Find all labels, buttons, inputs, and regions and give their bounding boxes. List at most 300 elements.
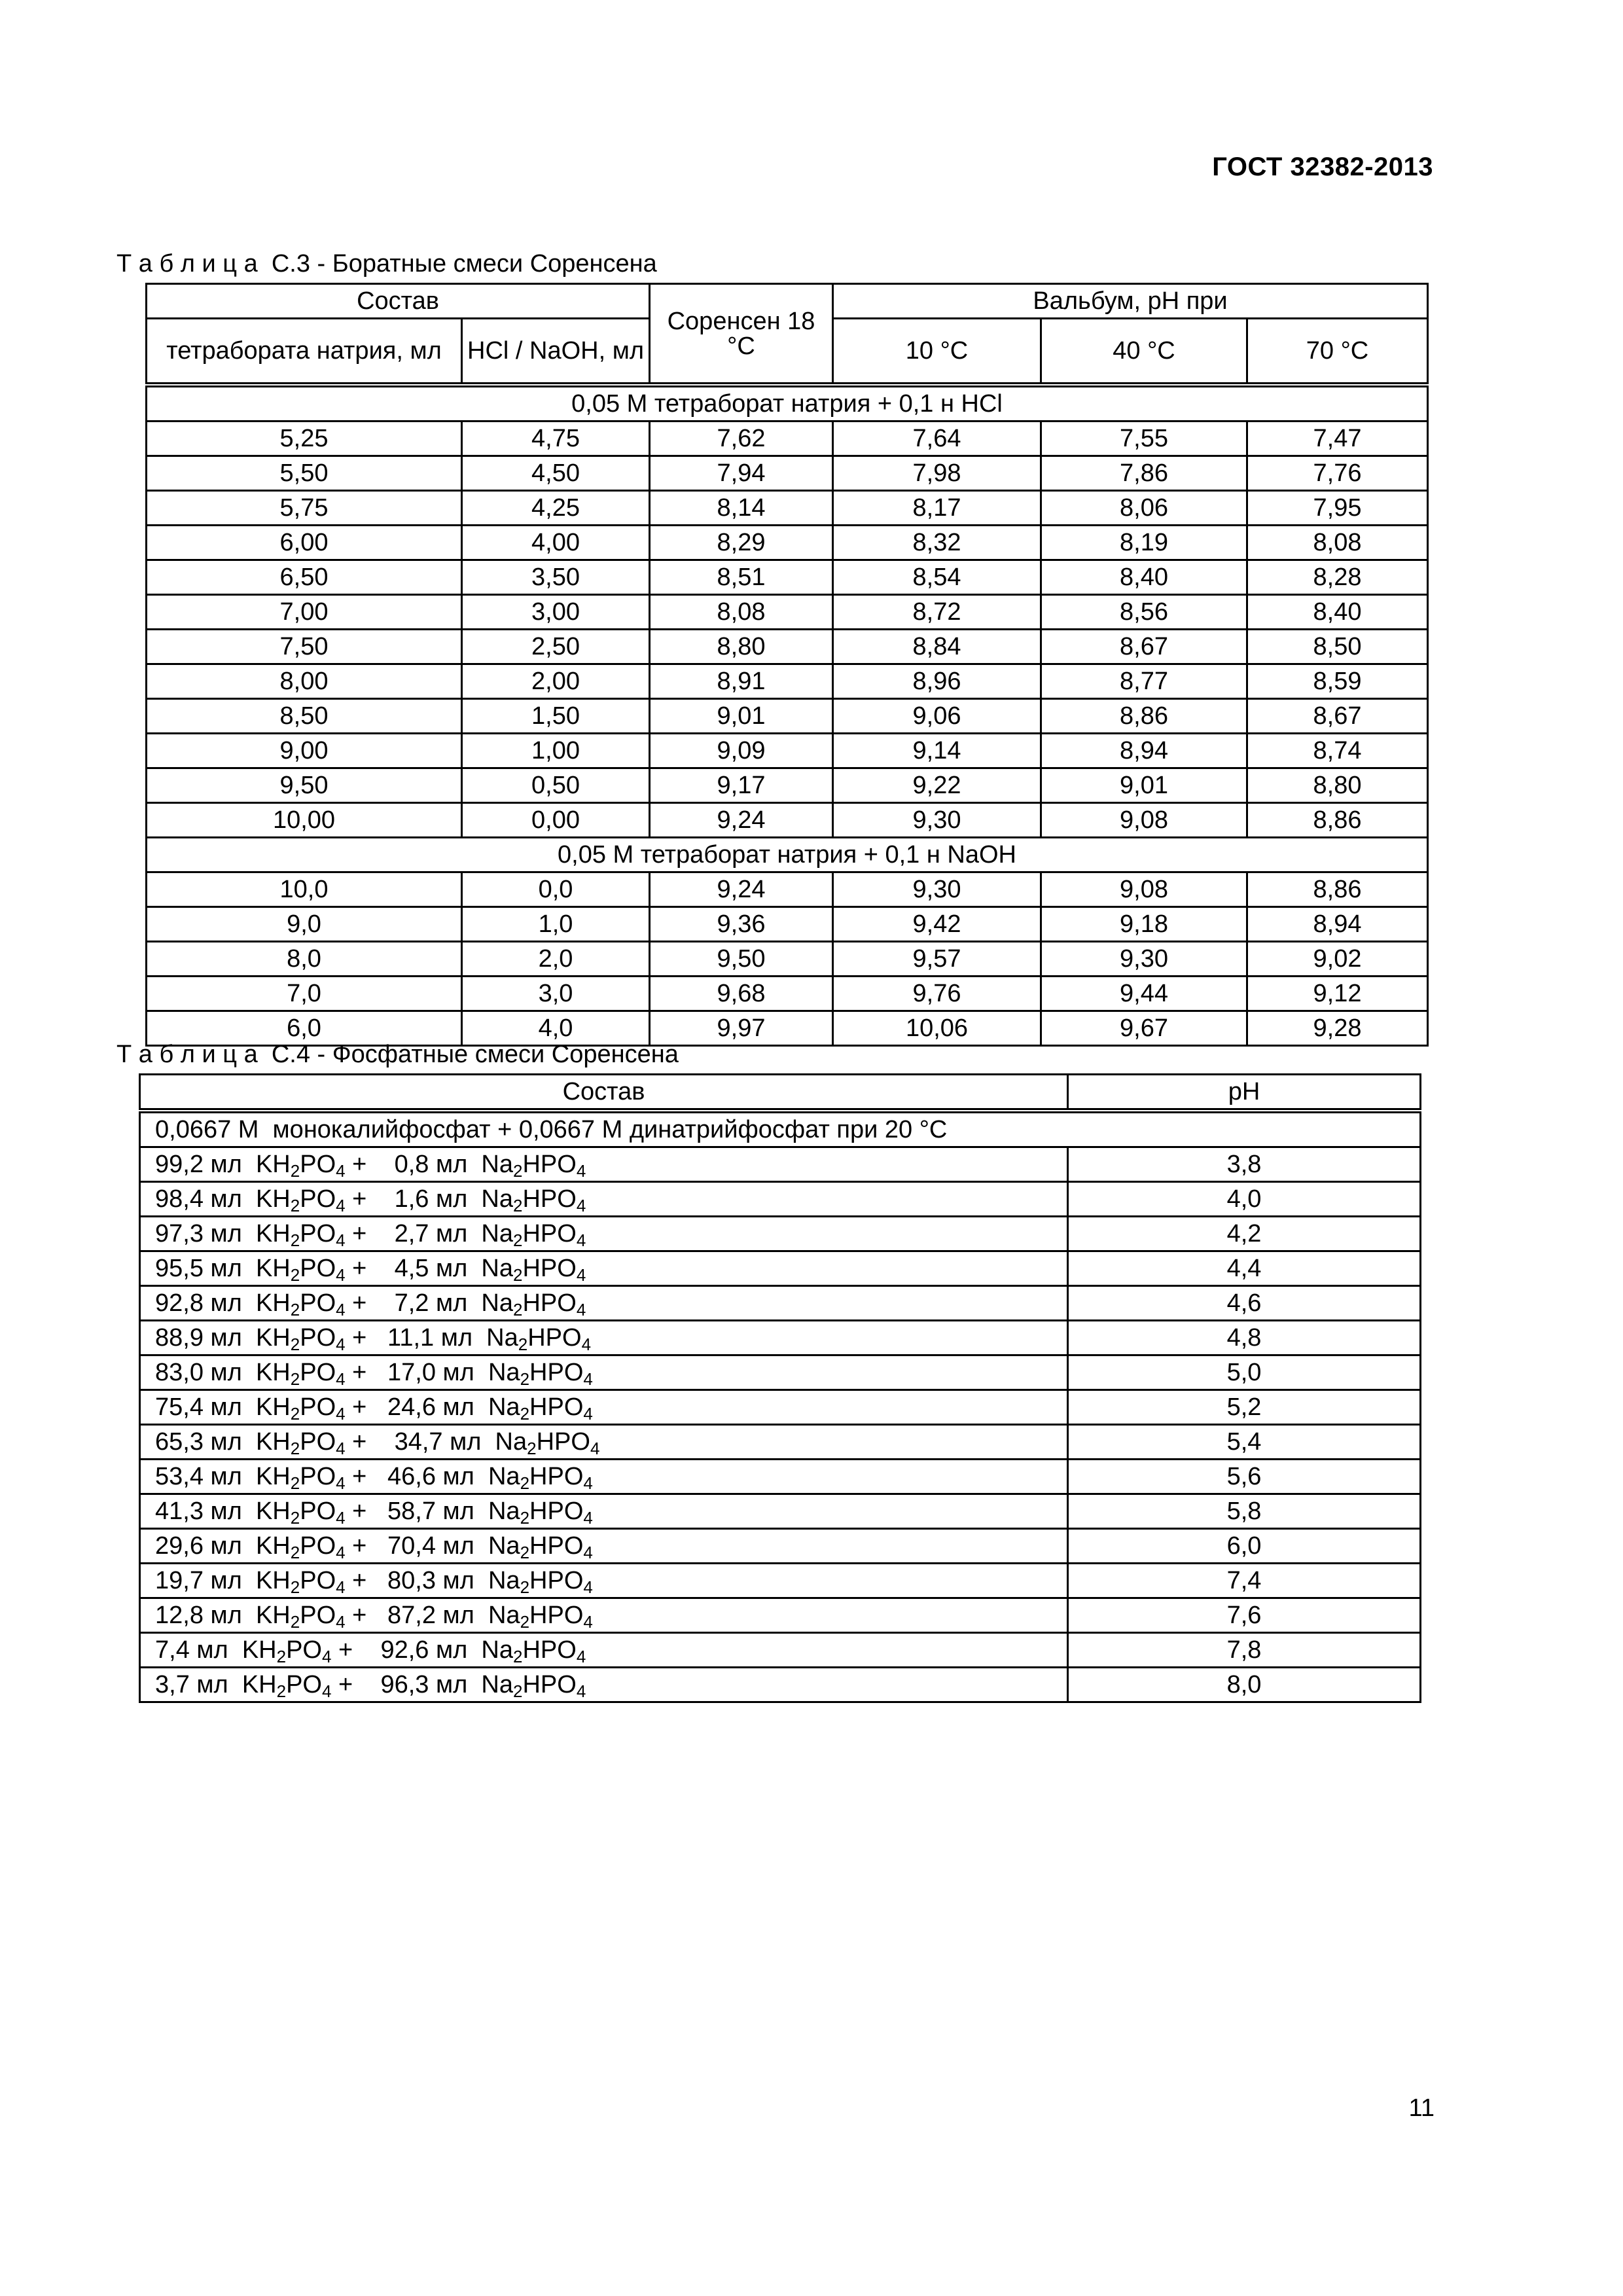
- table-row: [140, 1321, 1421, 1355]
- formula-subscript: 4: [583, 1404, 593, 1424]
- table-cell: 7,55: [1041, 422, 1247, 456]
- formula-subscript: 4: [576, 1161, 586, 1181]
- table-cell: 8,67: [1041, 630, 1247, 664]
- na2hpo4-volume: 96,3 мл: [380, 1671, 468, 1698]
- table-row: [147, 456, 1428, 491]
- formula-kh-part: KH: [255, 1255, 291, 1282]
- formula-kh-part: PO: [300, 1151, 336, 1178]
- table-cell: 5,75: [147, 491, 462, 526]
- hcl-rows: [147, 422, 1428, 838]
- spacer: [374, 1463, 387, 1490]
- composition-cell: [140, 1598, 1068, 1633]
- table-cell: 9,97: [650, 1011, 833, 1046]
- table-row: [147, 907, 1428, 942]
- formula-subscript: 4: [583, 1543, 593, 1562]
- formula-subscript: 2: [512, 1161, 523, 1181]
- spacer: [474, 1359, 488, 1386]
- formula-na-part: Na: [481, 1289, 513, 1317]
- ph-cell: 5,2: [1068, 1390, 1421, 1425]
- table-cell: 9,01: [650, 699, 833, 734]
- formula-subscript: 2: [512, 1196, 523, 1215]
- header-10c: 10 °C: [833, 319, 1041, 386]
- plus-sign: +: [345, 1359, 374, 1386]
- composition-cell: [140, 1633, 1068, 1668]
- formula-na-part: Na: [481, 1636, 513, 1664]
- table-cell: 5,50: [147, 456, 462, 491]
- table-row: [140, 1564, 1421, 1598]
- formula-subscript: 2: [290, 1335, 300, 1354]
- plus-sign: +: [345, 1151, 374, 1178]
- na2hpo4-volume: 92,6 мл: [380, 1636, 468, 1664]
- formula-subscript: 4: [583, 1473, 593, 1493]
- header-sostav: Состав: [147, 284, 650, 319]
- plus-sign: +: [345, 1255, 374, 1282]
- formula-subscript: 2: [276, 1681, 287, 1701]
- spacer: [467, 1185, 481, 1213]
- formula-na-part: Na: [488, 1463, 520, 1490]
- table-cell: 10,00: [147, 803, 462, 838]
- spacer: [242, 1463, 256, 1490]
- table-row: [147, 664, 1428, 699]
- formula-na-part: HPO: [529, 1532, 584, 1560]
- naoh-rows: [147, 872, 1428, 1046]
- formula-subscript: 2: [520, 1577, 530, 1597]
- kh2po4-volume: 95,5 мл: [155, 1255, 242, 1282]
- spacer: [474, 1567, 488, 1594]
- kh2po4-volume: 99,2 мл: [155, 1151, 242, 1178]
- formula-subscript: 4: [576, 1265, 586, 1285]
- formula-kh-part: PO: [300, 1567, 336, 1594]
- formula-na-part: HPO: [522, 1636, 577, 1664]
- formula-kh-part: PO: [300, 1359, 336, 1386]
- formula-kh-part: PO: [300, 1220, 336, 1247]
- composition-cell: [140, 1147, 1068, 1182]
- formula-subscript: 2: [527, 1439, 537, 1458]
- formula-subscript: 2: [290, 1473, 300, 1493]
- formula-na-part: Na: [481, 1255, 513, 1282]
- table-row: [140, 1529, 1421, 1564]
- formula-na-part: Na: [488, 1359, 520, 1386]
- spacer: [467, 1151, 481, 1178]
- table-cell: 9,57: [833, 942, 1041, 977]
- spacer: [474, 1532, 488, 1560]
- formula-na-part: Na: [481, 1671, 513, 1698]
- table-cell: 1,00: [462, 734, 650, 768]
- formula-subscript: 2: [512, 1681, 523, 1701]
- na2hpo4-volume: 2,7 мл: [394, 1220, 468, 1247]
- table-cell: 6,50: [147, 560, 462, 595]
- table-row: [147, 422, 1428, 456]
- table-cell: 2,0: [462, 942, 650, 977]
- table-cell: 8,40: [1247, 595, 1428, 630]
- table-cell: 8,74: [1247, 734, 1428, 768]
- table-cell: 0,0: [462, 872, 650, 907]
- table-cell: 8,19: [1041, 526, 1247, 560]
- table-cell: 8,14: [650, 491, 833, 526]
- formula-subscript: 2: [290, 1369, 300, 1389]
- table-cell: 9,42: [833, 907, 1041, 942]
- formula-na-part: HPO: [522, 1185, 577, 1213]
- header-sorensen: Соренсен 18 °C: [650, 284, 833, 386]
- table-row: [140, 1390, 1421, 1425]
- table-cell: 4,75: [462, 422, 650, 456]
- formula-na-part: HPO: [536, 1428, 590, 1456]
- table-row: [140, 1633, 1421, 1668]
- spacer: [374, 1255, 395, 1282]
- table-row: [147, 977, 1428, 1011]
- table-cell: 9,30: [833, 803, 1041, 838]
- formula-kh-part: KH: [255, 1463, 291, 1490]
- table-cell: 3,50: [462, 560, 650, 595]
- formula-subscript: 4: [336, 1473, 346, 1493]
- na2hpo4-volume: 4,5 мл: [394, 1255, 468, 1282]
- formula-subscript: 4: [336, 1369, 346, 1389]
- na2hpo4-volume: 17,0 мл: [387, 1359, 474, 1386]
- table-cell: 4,00: [462, 526, 650, 560]
- formula-kh-part: KH: [255, 1393, 291, 1421]
- kh2po4-volume: 41,3 мл: [155, 1498, 242, 1525]
- composition-cell: [140, 1286, 1068, 1321]
- table-cell: 8,40: [1041, 560, 1247, 595]
- spacer: [481, 1428, 495, 1456]
- na2hpo4-volume: 1,6 мл: [394, 1185, 468, 1213]
- formula-na-part: Na: [481, 1185, 513, 1213]
- spacer: [474, 1602, 488, 1629]
- formula-kh-part: PO: [300, 1324, 336, 1352]
- kh2po4-volume: 97,3 мл: [155, 1220, 242, 1247]
- plus-sign: +: [345, 1324, 374, 1352]
- formula-subscript: 2: [518, 1335, 528, 1354]
- table-cell: 9,08: [1041, 803, 1247, 838]
- formula-subscript: 4: [336, 1161, 346, 1181]
- table-cell: 9,28: [1247, 1011, 1428, 1046]
- table-cell: 7,95: [1247, 491, 1428, 526]
- ph-cell: 5,8: [1068, 1494, 1421, 1529]
- formula-subscript: 4: [576, 1681, 586, 1701]
- formula-kh-part: KH: [255, 1567, 291, 1594]
- formula-subscript: 2: [290, 1404, 300, 1424]
- kh2po4-volume: 7,4 мл: [155, 1636, 228, 1664]
- formula-na-part: HPO: [522, 1220, 577, 1247]
- formula-subscript: 2: [512, 1265, 523, 1285]
- formula-subscript: 4: [583, 1369, 593, 1389]
- table-row: [147, 595, 1428, 630]
- formula-subscript: 4: [336, 1335, 346, 1354]
- spacer: [242, 1255, 256, 1282]
- table-cell: 1,50: [462, 699, 650, 734]
- formula-na-part: Na: [488, 1393, 520, 1421]
- table-cell: 9,44: [1041, 977, 1247, 1011]
- table-row: [140, 1286, 1421, 1321]
- table-cell: 1,0: [462, 907, 650, 942]
- table-cell: 8,77: [1041, 664, 1247, 699]
- document-code: ГОСТ 32382-2013: [1212, 152, 1433, 181]
- formula-na-part: Na: [488, 1532, 520, 1560]
- kh2po4-volume: 12,8 мл: [155, 1602, 242, 1629]
- composition-cell: [140, 1321, 1068, 1355]
- header-sostav: Состав: [140, 1075, 1068, 1111]
- formula-kh-part: KH: [241, 1636, 277, 1664]
- phosphate-mixtures-table: [139, 1073, 1421, 1703]
- table-cell: 8,50: [147, 699, 462, 734]
- table-cell: 2,50: [462, 630, 650, 664]
- spacer: [242, 1393, 256, 1421]
- table-cell: 9,01: [1041, 768, 1247, 803]
- composition-cell: [140, 1355, 1068, 1390]
- na2hpo4-volume: 80,3 мл: [387, 1567, 474, 1594]
- table-cell: 8,59: [1247, 664, 1428, 699]
- formula-subscript: 4: [336, 1196, 346, 1215]
- composition-cell: [140, 1390, 1068, 1425]
- ph-cell: 3,8: [1068, 1147, 1421, 1182]
- formula-kh-part: KH: [255, 1359, 291, 1386]
- formula-subscript: 2: [520, 1508, 530, 1528]
- formula-kh-part: KH: [255, 1185, 291, 1213]
- table-cell: 7,62: [650, 422, 833, 456]
- table-c4-caption: Т а б л и ц а С.4 - Фосфатные смеси Соренсена: [116, 1041, 679, 1068]
- table-cell: 9,76: [833, 977, 1041, 1011]
- spacer: [242, 1220, 256, 1247]
- table-cell: 7,50: [147, 630, 462, 664]
- spacer: [474, 1498, 488, 1525]
- table-row: [147, 942, 1428, 977]
- table-cell: 8,94: [1247, 907, 1428, 942]
- phosphate-rows: [140, 1147, 1421, 1702]
- table-cell: 7,00: [147, 595, 462, 630]
- formula-na-part: HPO: [529, 1498, 584, 1525]
- formula-subscript: 4: [336, 1543, 346, 1562]
- table-row: [147, 872, 1428, 907]
- formula-kh-part: PO: [286, 1636, 322, 1664]
- table-cell: 8,56: [1041, 595, 1247, 630]
- table-row: [140, 1598, 1421, 1633]
- spacer: [228, 1636, 242, 1664]
- composition-cell: [140, 1425, 1068, 1460]
- formula-kh-part: KH: [255, 1289, 291, 1317]
- formula-na-part: HPO: [522, 1255, 577, 1282]
- composition-cell: [140, 1494, 1068, 1529]
- formula-na-part: Na: [488, 1602, 520, 1629]
- table-cell: 7,86: [1041, 456, 1247, 491]
- formula-subscript: 2: [520, 1543, 530, 1562]
- plus-sign: +: [345, 1567, 374, 1594]
- formula-subscript: 4: [590, 1439, 600, 1458]
- formula-subscript: 2: [290, 1265, 300, 1285]
- table-cell: 8,91: [650, 664, 833, 699]
- composition-cell: [140, 1217, 1068, 1251]
- spacer: [374, 1220, 395, 1247]
- header-40c: 40 °C: [1041, 319, 1247, 386]
- table-row: [140, 1147, 1421, 1182]
- spacer: [242, 1532, 256, 1560]
- table-cell: 8,28: [1247, 560, 1428, 595]
- formula-na-part: Na: [481, 1220, 513, 1247]
- formula-kh-part: KH: [255, 1532, 291, 1560]
- spacer: [473, 1324, 486, 1352]
- ph-cell: 4,2: [1068, 1217, 1421, 1251]
- table-cell: 8,86: [1247, 803, 1428, 838]
- table-cell: 3,00: [462, 595, 650, 630]
- spacer: [374, 1359, 387, 1386]
- kh2po4-volume: 75,4 мл: [155, 1393, 242, 1421]
- formula-subscript: 2: [520, 1612, 530, 1632]
- table-row: [140, 1182, 1421, 1217]
- formula-na-part: HPO: [527, 1324, 582, 1352]
- table-cell: 10,0: [147, 872, 462, 907]
- spacer: [242, 1567, 256, 1594]
- table-row: [147, 491, 1428, 526]
- spacer: [242, 1602, 256, 1629]
- formula-subscript: 4: [336, 1612, 346, 1632]
- formula-subscript: 2: [512, 1300, 523, 1319]
- spacer: [374, 1185, 395, 1213]
- header-tetraborate: тетрабората натрия, мл: [147, 319, 462, 386]
- formula-subscript: 2: [276, 1647, 287, 1666]
- table-cell: 8,50: [1247, 630, 1428, 664]
- table-cell: 8,08: [650, 595, 833, 630]
- ph-cell: 7,6: [1068, 1598, 1421, 1633]
- formula-subscript: 4: [321, 1647, 332, 1666]
- table-cell: 0,50: [462, 768, 650, 803]
- formula-subscript: 4: [336, 1508, 346, 1528]
- ph-cell: 4,4: [1068, 1251, 1421, 1286]
- table-cell: 5,25: [147, 422, 462, 456]
- table-cell: 8,86: [1041, 699, 1247, 734]
- composition-cell: [140, 1251, 1068, 1286]
- ph-cell: 5,0: [1068, 1355, 1421, 1390]
- kh2po4-volume: 65,3 мл: [155, 1428, 242, 1456]
- ph-cell: 7,8: [1068, 1633, 1421, 1668]
- kh2po4-volume: 3,7 мл: [155, 1671, 228, 1698]
- plus-sign: +: [345, 1532, 374, 1560]
- plus-sign: +: [345, 1185, 374, 1213]
- na2hpo4-volume: 58,7 мл: [387, 1498, 474, 1525]
- table-cell: 8,67: [1247, 699, 1428, 734]
- na2hpo4-volume: 46,6 мл: [387, 1463, 474, 1490]
- spacer: [242, 1151, 256, 1178]
- table-cell: 9,30: [833, 872, 1041, 907]
- header-70c: 70 °C: [1247, 319, 1428, 386]
- table-cell: 8,08: [1247, 526, 1428, 560]
- formula-na-part: HPO: [529, 1602, 584, 1629]
- kh2po4-volume: 88,9 мл: [155, 1324, 242, 1352]
- table-cell: 9,0: [147, 907, 462, 942]
- formula-subscript: 4: [576, 1196, 586, 1215]
- spacer: [374, 1151, 395, 1178]
- formula-subscript: 2: [290, 1161, 300, 1181]
- table-cell: 9,06: [833, 699, 1041, 734]
- formula-kh-part: PO: [300, 1463, 336, 1490]
- formula-subscript: 2: [290, 1508, 300, 1528]
- composition-cell: [140, 1182, 1068, 1217]
- na2hpo4-volume: 70,4 мл: [387, 1532, 474, 1560]
- spacer: [360, 1636, 381, 1664]
- table-cell: 8,96: [833, 664, 1041, 699]
- formula-kh-part: PO: [300, 1185, 336, 1213]
- composition-cell: [140, 1529, 1068, 1564]
- table-cell: 9,08: [1041, 872, 1247, 907]
- spacer: [374, 1602, 387, 1629]
- table-cell: 4,50: [462, 456, 650, 491]
- ph-cell: 8,0: [1068, 1668, 1421, 1702]
- spacer: [474, 1463, 488, 1490]
- formula-na-part: HPO: [529, 1359, 584, 1386]
- na2hpo4-volume: 87,2 мл: [387, 1602, 474, 1629]
- formula-na-part: HPO: [522, 1671, 577, 1698]
- table-cell: 9,22: [833, 768, 1041, 803]
- table-cell: 0,00: [462, 803, 650, 838]
- formula-subscript: 2: [290, 1612, 300, 1632]
- table-cell: 8,84: [833, 630, 1041, 664]
- formula-subscript: 2: [512, 1230, 523, 1250]
- header-walbum: Вальбум, pH при: [833, 284, 1428, 319]
- formula-na-part: Na: [486, 1324, 518, 1352]
- kh2po4-volume: 19,7 мл: [155, 1567, 242, 1594]
- table-row: [147, 803, 1428, 838]
- plus-sign: +: [345, 1220, 374, 1247]
- formula-kh-part: PO: [300, 1428, 336, 1456]
- formula-subscript: 4: [576, 1647, 586, 1666]
- table-c3-caption: Т а б л и ц а С.3 - Боратные смеси Соренсена: [116, 250, 657, 278]
- formula-kh-part: PO: [300, 1532, 336, 1560]
- table-row: [140, 1460, 1421, 1494]
- ph-cell: 7,4: [1068, 1564, 1421, 1598]
- spacer: [374, 1567, 387, 1594]
- table-cell: 7,94: [650, 456, 833, 491]
- borate-mixtures-table: [145, 283, 1429, 1047]
- header-ph: pH: [1068, 1075, 1421, 1111]
- plus-sign: +: [345, 1463, 374, 1490]
- spacer: [374, 1324, 387, 1352]
- formula-kh-part: PO: [300, 1498, 336, 1525]
- composition-cell: [140, 1564, 1068, 1598]
- formula-subscript: 4: [583, 1508, 593, 1528]
- na2hpo4-volume: 7,2 мл: [394, 1289, 468, 1317]
- formula-subscript: 4: [583, 1577, 593, 1597]
- formula-subscript: 2: [290, 1196, 300, 1215]
- na2hpo4-volume: 0,8 мл: [394, 1151, 468, 1178]
- na2hpo4-volume: 34,7 мл: [394, 1428, 482, 1456]
- composition-cell: [140, 1460, 1068, 1494]
- table-row: [147, 734, 1428, 768]
- section-naoh: 0,05 М тетраборат натрия + 0,1 н NaOH: [147, 838, 1428, 872]
- table-cell: 8,0: [147, 942, 462, 977]
- table-cell: 8,29: [650, 526, 833, 560]
- formula-subscript: 4: [336, 1404, 346, 1424]
- spacer: [242, 1185, 256, 1213]
- table-cell: 4,25: [462, 491, 650, 526]
- formula-kh-part: KH: [255, 1151, 291, 1178]
- plus-sign: +: [345, 1498, 374, 1525]
- formula-subscript: 4: [576, 1300, 586, 1319]
- ph-cell: 4,6: [1068, 1286, 1421, 1321]
- formula-subscript: 4: [583, 1612, 593, 1632]
- table-row: [140, 1494, 1421, 1529]
- formula-subscript: 4: [336, 1265, 346, 1285]
- formula-na-part: Na: [488, 1498, 520, 1525]
- kh2po4-volume: 29,6 мл: [155, 1532, 242, 1560]
- table-cell: 8,51: [650, 560, 833, 595]
- spacer: [374, 1289, 395, 1317]
- plus-sign: +: [331, 1636, 360, 1664]
- table-cell: 9,17: [650, 768, 833, 803]
- formula-kh-part: KH: [255, 1428, 291, 1456]
- formula-subscript: 4: [321, 1681, 332, 1701]
- table-cell: 9,36: [650, 907, 833, 942]
- table-cell: 6,0: [147, 1011, 462, 1046]
- na2hpo4-volume: 24,6 мл: [387, 1393, 474, 1421]
- table-cell: 4,0: [462, 1011, 650, 1046]
